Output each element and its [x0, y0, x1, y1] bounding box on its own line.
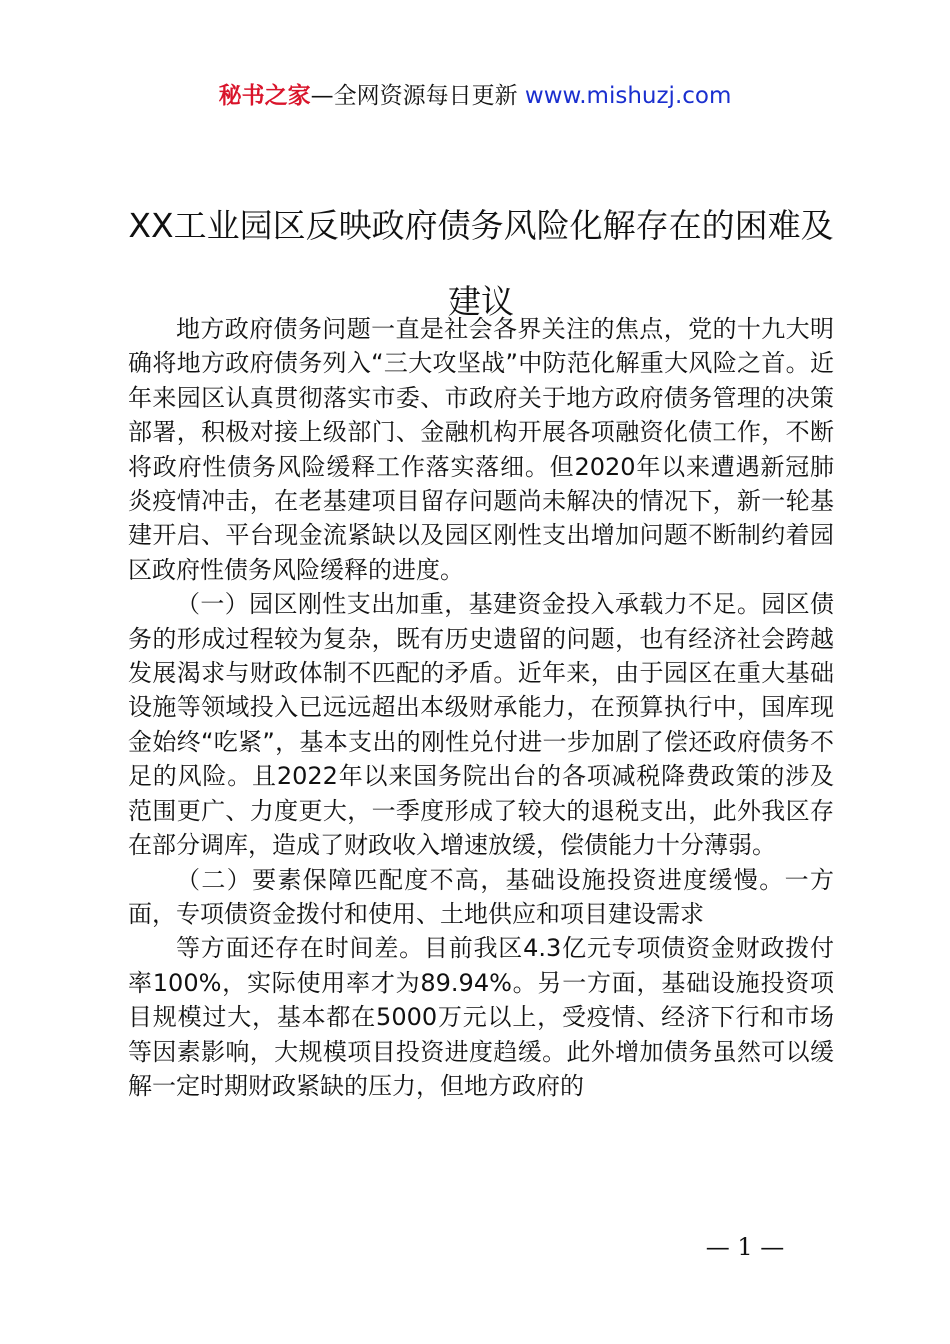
- site-url: www.mishuzj.com: [524, 83, 732, 109]
- paragraph-intro: 地方政府债务问题一直是社会各界关注的焦点，党的十九大明确将地方政府债务列入“三大攻坚战”中防范化解重大风险之首。近年来园区认真贯彻落实市委、市政府关于地方政府债务管理的决策部署，积极对接上级部门、金融机构开展各项融资化债工作，不断将政府性债务风险缓释工作落实落细。但2020年以来遭遇新冠肺炎疫情冲击，在老基建项目留存问题尚未解决的情况下，新一轮基建开启、平台现金流紧缺以及园区刚性支出增加问题不断制约着园区政府性债务风险缓释的进度。: [128, 315, 834, 584]
- paragraph-section-1: （一）园区刚性支出加重，基建资金投入承载力不足。园区债务的形成过程较为复杂，既有历史遗留的问题，也有经济社会跨越发展渴求与财政体制不匹配的矛盾。近年来，由于园区在重大基础设施等领域投入已远远超出本级财承能力，在预算执行中，国库现金始终“吃紧”，基本支出的刚性兑付进一步加剧了偿还政府债务不足的风险。且2022年以来国务院出台的各项减税降费政策的涉及范围更广、力度更大，一季度形成了较大的退税支出，此外我区存在部分调库，造成了财政收入增速放缓，偿债能力十分薄弱。: [128, 590, 834, 860]
- brand-name: 秘书之家: [218, 83, 311, 109]
- paragraph-section-2-continued: 等方面还存在时间差。目前我区4.3亿元专项债资金财政拨付率100%，实际使用率才为89.94%。另一方面，基础设施投资项目规模过大，基本都在5000万元以上，受疫情、经济下行和市场等因素影响，大规模项目投资进度趋缓。此外增加债务虽然可以缓解一定时期财政紧缺的压力，但地方政府的: [128, 934, 834, 1100]
- document-body: [128, 312, 834, 1103]
- document-title: XX工业园区反映政府债务风险化解存在的困难及建议: [128, 206, 834, 321]
- paragraph-section-2: （二）要素保障匹配度不高，基础设施投资进度缓慢。一方面，专项债资金拨付和使用、土地供应和项目建设需求: [128, 865, 834, 928]
- site-header: [0, 80, 950, 112]
- page-number: — 1 —: [705, 1233, 785, 1261]
- header-slogan: —全网资源每日更新: [310, 83, 518, 109]
